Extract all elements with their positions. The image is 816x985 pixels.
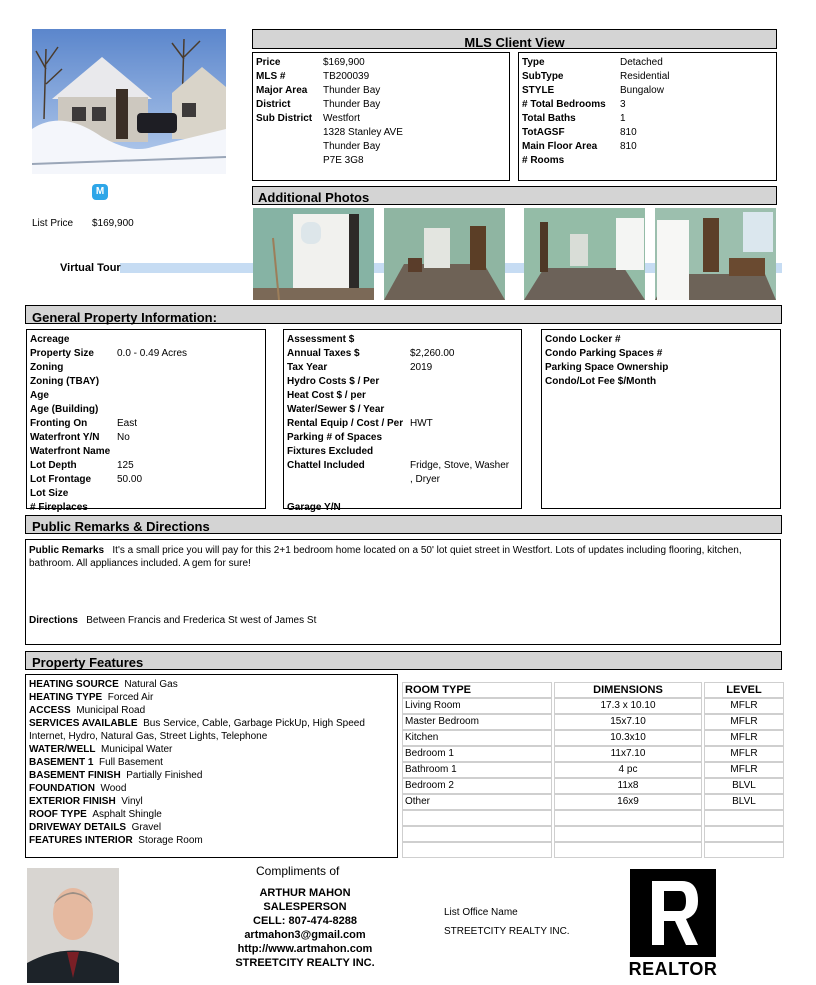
general-col1-row — [30, 501, 262, 515]
general-col3-label: Parking Space Ownership — [545, 362, 669, 373]
general-col3-label: Condo Locker # — [545, 334, 621, 345]
feature-item — [29, 795, 391, 808]
general-col2-row — [287, 347, 518, 361]
list-office-label: List Office Name — [444, 907, 518, 918]
general-col3-label: Condo/Lot Fee $/Month — [545, 376, 657, 387]
room-table-cell: Master Bedroom — [402, 714, 552, 730]
general-col2-label: Garage Y/N — [287, 502, 341, 513]
listing-details-left — [252, 52, 510, 181]
mls-badge-icon[interactable] — [92, 184, 108, 200]
feature-value: Vinyl — [121, 796, 143, 807]
general-col3-row — [545, 333, 777, 347]
room-table-cell: Bedroom 1 — [402, 746, 552, 762]
feature-value: Natural Gas — [124, 679, 178, 690]
general-col1-label: # Fireplaces — [30, 502, 88, 513]
general-col2-row — [287, 417, 518, 431]
features-title: Property Features — [32, 655, 144, 670]
room-table-cell — [402, 826, 552, 842]
general-col2-value: , Dryer — [410, 474, 440, 485]
general-col2-row — [287, 333, 518, 347]
detail-left-value: Thunder Bay — [323, 99, 381, 110]
general-col3-row — [545, 361, 777, 375]
realtor-logo-text: REALTOR — [628, 959, 718, 979]
room-photo — [524, 208, 645, 300]
detail-right-label: TotAGSF — [522, 127, 565, 138]
room-table-cell: Living Room — [402, 698, 552, 714]
mls-badge-label: M — [95, 186, 105, 197]
room-table-cell: 4 pc — [554, 762, 702, 778]
general-col2-label: Tax Year — [287, 362, 328, 373]
general-col1-label: Lot Size — [30, 488, 69, 499]
room-table-cell — [402, 842, 552, 858]
detail-left-value: TB200039 — [323, 71, 370, 82]
kitchen-photo — [655, 208, 776, 300]
list-price-label: List Price — [32, 218, 74, 229]
detail-right-label: # Rooms — [522, 155, 565, 166]
general-info-col3 — [541, 329, 781, 509]
detail-left-label — [256, 140, 323, 154]
remarks-title: Public Remarks & Directions — [32, 519, 210, 534]
directions-label: Directions — [29, 615, 78, 626]
general-col2-label: Heat Cost $ / per — [287, 390, 366, 401]
room-table-cell — [554, 842, 702, 858]
room-table-cell: BLVL — [704, 778, 784, 794]
feature-value: Asphalt Shingle — [92, 809, 162, 820]
room-table-cell: MFLR — [704, 762, 784, 778]
detail-left-label — [256, 126, 323, 140]
public-remarks-text: It's a small price you will pay for this 2+1 bedroom home located on a 50' lot quiet street in Westfort. Lots of updates including flooring, kitchen, bathroom. All appliances included. A gem for sure! — [29, 545, 742, 569]
detail-right-row — [522, 56, 773, 70]
general-col1-label: Waterfront Name — [30, 446, 111, 457]
directions — [29, 615, 316, 626]
general-col1-value: 125 — [117, 460, 134, 471]
general-info-col1 — [26, 329, 266, 513]
general-col2-row — [287, 389, 518, 403]
general-col2-label — [287, 487, 410, 501]
page-title: MLS Client View — [464, 35, 565, 50]
feature-item — [29, 821, 391, 834]
general-col2-row — [287, 473, 518, 487]
feature-item — [29, 704, 391, 717]
entry-door-photo — [253, 208, 374, 300]
general-col1-label: Age — [30, 390, 49, 401]
room-table-cell: MFLR — [704, 730, 784, 746]
room-table-cell: MFLR — [704, 714, 784, 730]
feature-label: BASEMENT 1 — [29, 757, 94, 768]
feature-label: EXTERIOR FINISH — [29, 796, 116, 807]
feature-item — [29, 756, 391, 769]
room-table-cell: Kitchen — [402, 730, 552, 746]
directions-text: Between Francis and Frederica St west of James St — [86, 615, 317, 626]
general-col2-label: Water/Sewer $ / Year — [287, 404, 385, 415]
general-col1-row — [30, 487, 262, 501]
general-col1-row — [30, 403, 262, 417]
feature-value: Forced Air — [107, 692, 154, 703]
general-col2-label: Assessment $ — [287, 334, 355, 345]
room-table-cell: 17.3 x 10.10 — [554, 698, 702, 714]
detail-right-row — [522, 98, 773, 112]
agent-contact-line: STREETCITY REALTY INC. — [235, 957, 375, 969]
general-col1-label: Lot Depth — [30, 460, 77, 471]
agent-contact-line: ARTHUR MAHON — [259, 887, 351, 899]
detail-left-row — [256, 70, 506, 84]
additional-photo-2[interactable] — [384, 208, 505, 300]
feature-label: WATER/WELL — [29, 744, 96, 755]
detail-right-label: Main Floor Area — [522, 141, 598, 152]
house-photo-illustration — [32, 29, 226, 174]
room-table-cell: 16x9 — [554, 794, 702, 810]
detail-right-value: 3 — [620, 99, 626, 110]
features-bar — [25, 651, 782, 670]
room-table-cell: 15x7.10 — [554, 714, 702, 730]
general-info-col2 — [283, 329, 522, 513]
detail-right-value: 1 — [620, 113, 626, 124]
detail-right-value: Bungalow — [620, 85, 664, 96]
room-table-header: DIMENSIONS — [554, 682, 702, 698]
detail-right-label: Total Baths — [522, 113, 576, 124]
detail-left-value: P7E 3G8 — [323, 155, 364, 166]
general-col2-row — [287, 375, 518, 389]
general-col3-row — [545, 347, 777, 361]
feature-item — [29, 782, 391, 795]
feature-value: Full Basement — [99, 757, 163, 768]
general-col2-row — [287, 403, 518, 417]
detail-right-value: 810 — [620, 127, 637, 138]
room-table-cell — [554, 826, 702, 842]
general-col1-label: Age (Building) — [30, 404, 99, 415]
detail-left-row — [256, 112, 506, 126]
feature-item — [29, 834, 391, 847]
general-info-bar — [25, 305, 782, 324]
general-col1-value: No — [117, 432, 130, 443]
detail-left-label: Sub District — [256, 113, 313, 124]
detail-right-value: Detached — [620, 57, 663, 68]
detail-left-value: 1328 Stanley AVE — [323, 127, 403, 138]
general-col1-row — [30, 375, 262, 389]
detail-right-row — [522, 70, 773, 84]
general-col2-label — [287, 473, 410, 487]
room-table-cell: Bathroom 1 — [402, 762, 552, 778]
feature-label: HEATING SOURCE — [29, 679, 119, 690]
room-table-cell: MFLR — [704, 698, 784, 714]
general-col2-label: Annual Taxes $ — [287, 348, 360, 359]
agent-contact — [215, 886, 395, 970]
general-col3-row — [545, 375, 777, 389]
general-col1-row — [30, 445, 262, 459]
general-col2-row — [287, 501, 518, 515]
feature-label: BASEMENT FINISH — [29, 770, 121, 781]
detail-left-value: $169,900 — [323, 57, 365, 68]
detail-right-label: # Total Bedrooms — [522, 99, 606, 110]
general-info-title: General Property Information: — [32, 310, 217, 325]
public-remarks — [29, 544, 769, 570]
agent-portrait — [27, 868, 119, 983]
feature-item — [29, 691, 391, 704]
feature-label: SERVICES AVAILABLE — [29, 718, 138, 729]
general-col1-label: Lot Frontage — [30, 474, 92, 485]
general-col1-label: Zoning (TBAY) — [30, 376, 100, 387]
feature-item — [29, 743, 391, 756]
compliments-label: Compliments of — [256, 864, 340, 878]
living-room-photo — [384, 208, 505, 300]
detail-left-label: District — [256, 99, 291, 110]
detail-left-row — [256, 98, 506, 112]
general-col2-row — [287, 459, 518, 473]
feature-value: Wood — [100, 783, 127, 794]
general-col1-row — [30, 333, 262, 347]
feature-value: Storage Room — [138, 835, 203, 846]
remarks-box — [25, 539, 781, 645]
general-col2-label: Parking # of Spaces — [287, 432, 383, 443]
detail-right-row — [522, 112, 773, 126]
feature-value: Gravel — [131, 822, 162, 833]
detail-right-value: Residential — [620, 71, 670, 82]
public-remarks-label: Public Remarks — [29, 545, 105, 556]
agent-contact-line[interactable]: http://www.artmahon.com — [237, 943, 373, 955]
detail-left-row — [256, 140, 506, 154]
detail-left-row — [256, 84, 506, 98]
feature-item — [29, 769, 391, 782]
detail-right-row — [522, 140, 773, 154]
realtor-r-icon — [630, 869, 716, 957]
detail-right-value: 810 — [620, 141, 637, 152]
detail-left-label: Price — [256, 57, 281, 68]
features-box — [25, 674, 398, 858]
feature-label: HEATING TYPE — [29, 692, 103, 703]
header-bar — [252, 29, 777, 49]
list-office-name: STREETCITY REALTY INC. — [444, 926, 570, 937]
detail-left-value: Westfort — [323, 113, 361, 124]
room-table-cell — [704, 810, 784, 826]
general-col1-row — [30, 473, 262, 487]
agent-photo — [27, 868, 119, 983]
additional-photo-1[interactable] — [253, 208, 374, 300]
room-table-cell: BLVL — [704, 794, 784, 810]
general-col2-value: $2,260.00 — [410, 348, 455, 359]
general-col2-row — [287, 431, 518, 445]
feature-item — [29, 717, 391, 743]
general-col1-row — [30, 417, 262, 431]
room-table-cell: 10.3x10 — [554, 730, 702, 746]
remarks-bar — [25, 515, 782, 534]
feature-label: ACCESS — [29, 705, 71, 716]
feature-value: Municipal Water — [101, 744, 173, 755]
main-property-photo[interactable] — [32, 29, 226, 174]
detail-right-label: Type — [522, 57, 545, 68]
feature-label: FEATURES INTERIOR — [29, 835, 133, 846]
additional-photo-4[interactable] — [655, 208, 776, 300]
general-col2-row — [287, 445, 518, 459]
detail-right-row — [522, 84, 773, 98]
general-col1-row — [30, 347, 262, 361]
agent-contact-line[interactable]: artmahon3@gmail.com — [244, 929, 366, 941]
general-col2-value: 2019 — [410, 362, 433, 373]
room-table-cell: MFLR — [704, 746, 784, 762]
detail-left-row — [256, 154, 506, 168]
feature-item — [29, 808, 391, 821]
agent-contact-line: SALESPERSON — [263, 901, 347, 913]
additional-photos-title: Additional Photos — [258, 190, 370, 205]
virtual-tour-link[interactable]: Virtual Tour — [60, 262, 121, 274]
room-table-cell — [704, 842, 784, 858]
general-col1-value: 50.00 — [117, 474, 143, 485]
detail-left-value: Thunder Bay — [323, 85, 381, 96]
general-col2-value: HWT — [410, 418, 433, 429]
general-col1-label: Zoning — [30, 362, 64, 373]
general-col1-label: Fronting On — [30, 418, 88, 429]
detail-left-label — [256, 154, 323, 168]
room-table-cell — [704, 826, 784, 842]
general-col2-row — [287, 361, 518, 375]
detail-right-label: SubType — [522, 71, 564, 82]
detail-right-row — [522, 154, 773, 168]
feature-value: Municipal Road — [76, 705, 146, 716]
room-table-header: ROOM TYPE — [402, 682, 552, 698]
detail-left-label: MLS # — [256, 71, 286, 82]
room-table-cell: 11x8 — [554, 778, 702, 794]
feature-item — [29, 678, 391, 691]
room-table-cell — [554, 810, 702, 826]
detail-left-value: Thunder Bay — [323, 141, 381, 152]
detail-left-label: Major Area — [256, 85, 308, 96]
additional-photo-3[interactable] — [524, 208, 645, 300]
additional-photos-bar — [252, 186, 777, 205]
realtor-logo — [630, 869, 716, 981]
room-table-cell: 11x7.10 — [554, 746, 702, 762]
feature-value: Partially Finished — [126, 770, 203, 781]
general-col1-label: Acreage — [30, 334, 70, 345]
feature-label: ROOF TYPE — [29, 809, 87, 820]
room-table-cell: Bedroom 2 — [402, 778, 552, 794]
detail-left-row — [256, 56, 506, 70]
general-col2-label: Fixtures Excluded — [287, 446, 374, 457]
room-table-cell: Other — [402, 794, 552, 810]
detail-right-label: STYLE — [522, 85, 555, 96]
general-col1-row — [30, 389, 262, 403]
general-col1-value: East — [117, 418, 138, 429]
general-col1-row — [30, 431, 262, 445]
rooms-table — [402, 682, 784, 859]
general-col2-label: Rental Equip / Cost / Per — [287, 418, 404, 429]
agent-contact-line: CELL: 807-474-8288 — [253, 915, 357, 927]
list-price-value: $169,900 — [92, 218, 134, 229]
general-col2-label: Hydro Costs $ / Per — [287, 376, 380, 387]
room-table-cell — [402, 810, 552, 826]
room-table-header: LEVEL — [704, 682, 784, 698]
general-col1-value: 0.0 - 0.49 Acres — [117, 348, 188, 359]
feature-label: DRIVEWAY DETAILS — [29, 822, 127, 833]
feature-label: FOUNDATION — [29, 783, 95, 794]
general-col2-label: Chattel Included — [287, 460, 365, 471]
general-col1-row — [30, 361, 262, 375]
listing-details-right — [518, 52, 777, 181]
general-col2-row — [287, 487, 518, 501]
general-col1-label: Waterfront Y/N — [30, 432, 100, 443]
feature-value: Bus Service, Cable, Garbage PickUp, High Speed Internet, Hydro, Natural Gas, Street Lights, Telephone — [29, 718, 365, 742]
general-col2-value: Fridge, Stove, Washer — [410, 460, 510, 471]
general-col1-label: Property Size — [30, 348, 94, 359]
detail-right-row — [522, 126, 773, 140]
general-col1-row — [30, 459, 262, 473]
detail-left-row — [256, 126, 506, 140]
general-col3-label: Condo Parking Spaces # — [545, 348, 663, 359]
